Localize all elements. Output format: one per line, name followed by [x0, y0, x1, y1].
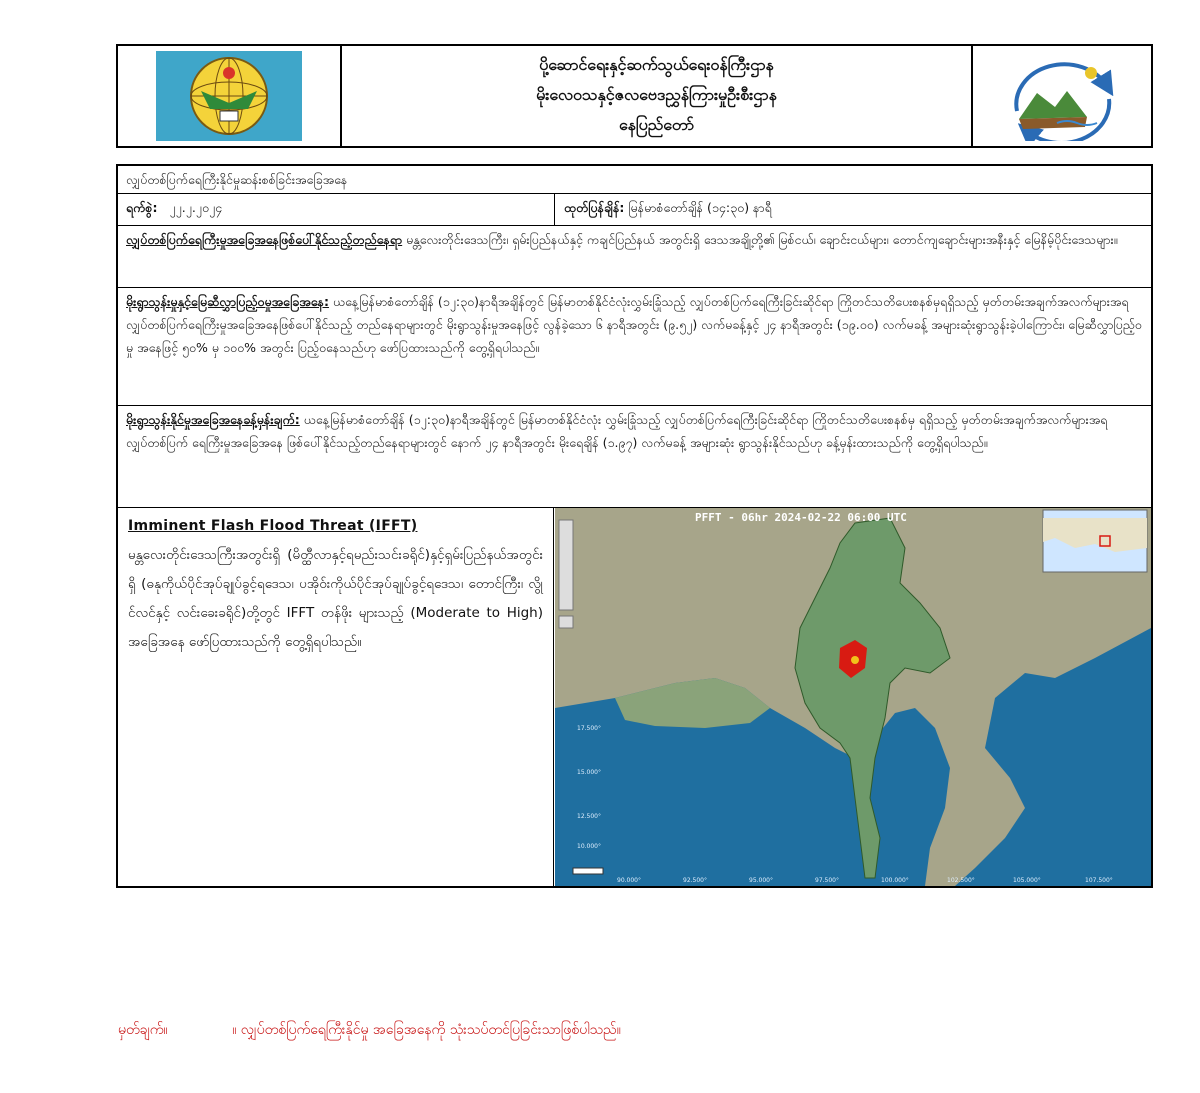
- lon-label: 90.000°: [617, 877, 641, 884]
- forecast-label: မိုးရွာသွန်းနိုင်မှုအခြေအနေခန့်မှန်းချက်:: [126, 412, 300, 427]
- footer-note: [118, 1020, 621, 1041]
- area-label: လျှပ်တစ်ပြက်ရေကြီးမှုအခြေအနေဖြစ်ပေါ်နိုင်သည့်တည်နေရာ: [126, 232, 403, 247]
- time-value: မြန်မာစံတော်ချိန် (၁၄:၃၀) နာရီ: [628, 200, 772, 215]
- area-text: မန္တလေးတိုင်းဒေသကြီး၊ ရှမ်းပြည်နယ်နှင့် ကချင်ပြည်နယ် အတွင်းရှိ ဒေသအချို့တို့၏ မြစ်ငယ်၊ ချောင်းငယ်များ၊ တောင်ကျချောင်းများအနီးနှင့် မြေနိမ့်ပိုင်းဒေသများ။: [406, 232, 1118, 247]
- area-row: [118, 226, 1151, 288]
- lon-label: 97.500°: [815, 877, 839, 884]
- header-line-2: မိုးလေဝသနှင့်ဇလဗေဒညွှန်ကြားမှုဦးစီးဌာန: [536, 85, 777, 104]
- header-line-1: ပို့ဆောင်ရေးနှင့်ဆက်သွယ်ရေးဝန်ကြီးဌာန: [539, 55, 774, 74]
- map-caption: PFFT - 06hr 2024-02-22 06:00 UTC: [695, 511, 907, 524]
- report-title: လျှပ်တစ်ပြက်ရေကြီးနိုင်မှုဆန်းစစ်ခြင်းအခြေအနေ: [126, 172, 348, 187]
- forecast-row: [118, 406, 1151, 508]
- lon-label: 105.000°: [1013, 877, 1041, 884]
- date-time-row: [118, 194, 1151, 226]
- lon-label: 92.500°: [683, 877, 707, 884]
- date-label: ရက်စွဲ:: [126, 200, 158, 215]
- forecast-text: ယနေ့မြန်မာစံတော်ချိန် (၁၂:၃၀)နာရီအချိန်တွင် မြန်မာတစ်နိုင်ငံလုံး လွှမ်းခြုံသည့် လျှပ်တစ်ပြက်ရေကြီးခြင်းဆိုင်ရာ ကြိုတင်သတိပေးစနစ်မှ ရရှိသည့် မှတ်တမ်းအချက်အလက်များအရ လျှပ်တစ်ပြက် ရေကြီးမှုအခြေအနေ ဖြစ်ပေါ်နိုင်သည့်တည်နေရာများတွင် နောက် ၂၄ နာရီအတွင်း မိုးရေချိန် (၁.၉၇) လက်မခန့် အများဆုံး ရွာသွန်းနိုင်သည်ဟု ခန့်မှန်းထားသည်ကို တွေ့ရှိရပါသည်။: [126, 412, 1108, 450]
- date-time-divider: [554, 194, 555, 225]
- department-logo: [971, 46, 1151, 146]
- zoom-button[interactable]: [559, 616, 573, 628]
- header-line-3: နေပြည်တော်: [618, 115, 695, 134]
- ifft-text: မန္တလေးတိုင်းဒေသကြီးအတွင်းရှိ (မိတ္ထီလာနှင့်ရမည်းသင်းခရိုင်)နှင့်ရှမ်းပြည်နယ်အတွင်းရှိ (ဓနုကိုယ်ပိုင်အုပ်ချုပ်ခွင့်ရဒေသ၊ ပအိုဝ်းကိုယ်ပိုင်အုပ်ချုပ်ခွင့်ရဒေသ၊ တောင်ကြီး၊ လွိုင်လင်နှင့် လင်းခေးခရိုင်)တို့တွင် IFFT တန်ဖိုး များသည့် (Moderate to High) အခြေအနေ ဖော်ပြထားသည်ကို တွေ့ရှိရပါသည်။: [128, 547, 543, 650]
- date-value: ၂၂.၂.၂၀၂၄: [169, 200, 223, 215]
- ifft-section: [118, 508, 554, 886]
- pfft-map-svg: [555, 508, 1151, 886]
- lon-label: 102.500°: [947, 877, 975, 884]
- report-table: [116, 164, 1153, 888]
- header-box: [116, 44, 1153, 148]
- lat-label: 12.500°: [577, 813, 601, 820]
- rain-label: မိုးရွာသွန်းမှုနှင့်မြေဆီလွှာပြည့်ဝမှုအခြေအနေ:: [126, 294, 329, 309]
- lat-label: 10.000°: [577, 843, 601, 850]
- pfft-map[interactable]: [555, 508, 1151, 886]
- rain-text: ယနေ့မြန်မာစံတော်ချိန် (၁၂:၃၀)နာရီအချိန်တွင် မြန်မာတစ်နိုင်ငံလုံးလွှမ်းခြုံသည့် လျှပ်တစ်ပြက်ရေကြီးခြင်းဆိုင်ရာ ကြိုတင်သတိပေးစနစ်မှရရှိသည့် မှတ်တမ်းအချက်အလက်များအရ လျှပ်တစ်ပြက်ရေကြီးမှုအခြေအနေဖြစ်ပေါ်နိုင်သည့် တည်နေရာများတွင် မိုးရွာသွန်းမှုအနေဖြင့် လွန်ခဲ့သော ၆ နာရီအတွင်း (၉.၅၂) လက်မခန့်နှင့် ၂၄ နာရီအတွင်း (၁၉.၀၀) လက်မခန့် အများဆုံးရွာသွန်းခဲ့ပါကြောင်း၊ မြေဆီလွှာပြည့်ဝမှု အနေဖြင့် ၅၀% မှ ၁၀၀% အတွင်း ပြည့်ဝနေသည်ဟု ဖော်ပြထားသည်ကို တွေ့ရှိရပါသည်။: [126, 294, 1142, 355]
- lon-label: 100.000°: [881, 877, 909, 884]
- time-label: ထုတ်ပြန်ချိန်:: [564, 200, 625, 215]
- lon-label: 107.500°: [1085, 877, 1113, 884]
- ministry-emblem-icon: [156, 51, 302, 141]
- footer-note-text: ။ လျှပ်တစ်ပြက်ရေကြီးနိုင်မှု အခြေအနေကို သုံးသပ်တင်ပြခြင်းသာဖြစ်ပါသည်။: [232, 1022, 621, 1038]
- scale-bar: [573, 868, 603, 874]
- footer-note-label: မှတ်ချက်။: [118, 1022, 168, 1038]
- lat-label: 17.500°: [577, 725, 601, 732]
- ministry-logo: [118, 46, 342, 146]
- lat-label: 15.000°: [577, 769, 601, 776]
- lon-label: 95.000°: [749, 877, 773, 884]
- rain-row: [118, 288, 1151, 406]
- header-titles: [342, 46, 971, 146]
- ifft-title: Imminent Flash Flood Threat (IFFT): [128, 518, 418, 534]
- zoom-slider[interactable]: [559, 520, 573, 610]
- water-cycle-emblem-icon: [997, 51, 1127, 141]
- report-title-row: [118, 166, 1151, 194]
